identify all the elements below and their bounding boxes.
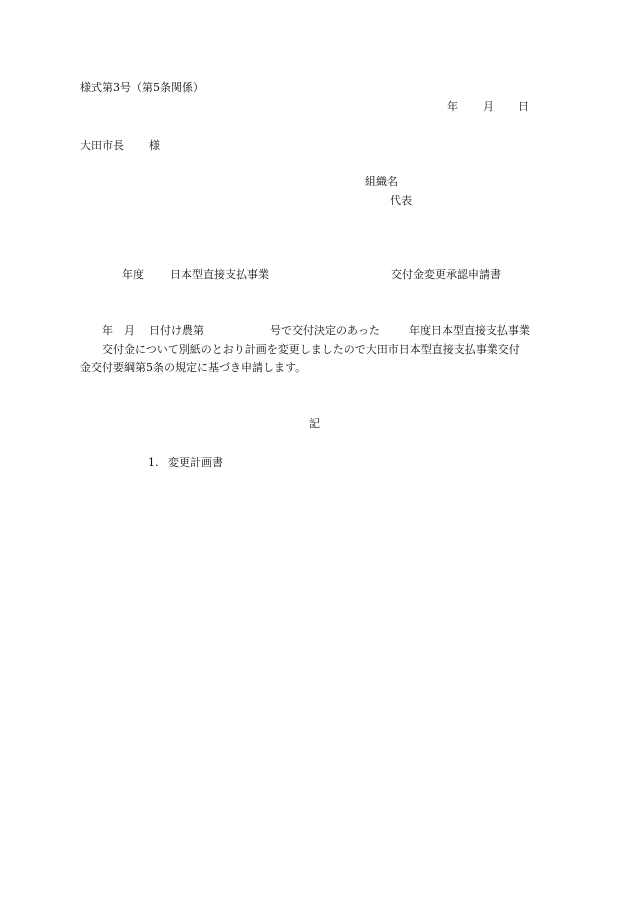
list-item-number: 1. (148, 456, 159, 469)
notes-heading: 記 (309, 417, 320, 430)
body-project-name: 年度日本型直接支払事業 (409, 324, 530, 337)
date-month-label: 月 (483, 100, 494, 113)
body-month-label: 月 (124, 324, 135, 337)
body-year-label: 年 (102, 324, 113, 337)
date-year-label: 年 (447, 100, 458, 113)
title-project-name: 日本型直接支払事業 (170, 268, 269, 281)
body-line-3: 金交付要綱第5条の規定に基づき申請します。 (80, 361, 307, 374)
organization-label: 組織名 (365, 175, 398, 188)
addressee-name: 大田市長 (80, 139, 124, 152)
title-document-name: 交付金変更承認申請書 (391, 268, 501, 281)
body-day-reference: 日付け農第 (149, 324, 204, 337)
form-number: 様式第3号（第5条関係） (80, 81, 204, 94)
body-number-suffix: 号で交付決定のあった (270, 324, 380, 337)
addressee-honorific: 様 (149, 139, 160, 152)
list-item-label: 変更計画書 (168, 456, 223, 469)
date-day-label: 日 (518, 100, 529, 113)
body-line-2: 交付金について別紙のとおり計画を変更しましたので大田市日本型直接支払事業交付 (102, 343, 520, 356)
representative-label: 代表 (390, 194, 412, 207)
title-year-label: 年度 (122, 268, 144, 281)
